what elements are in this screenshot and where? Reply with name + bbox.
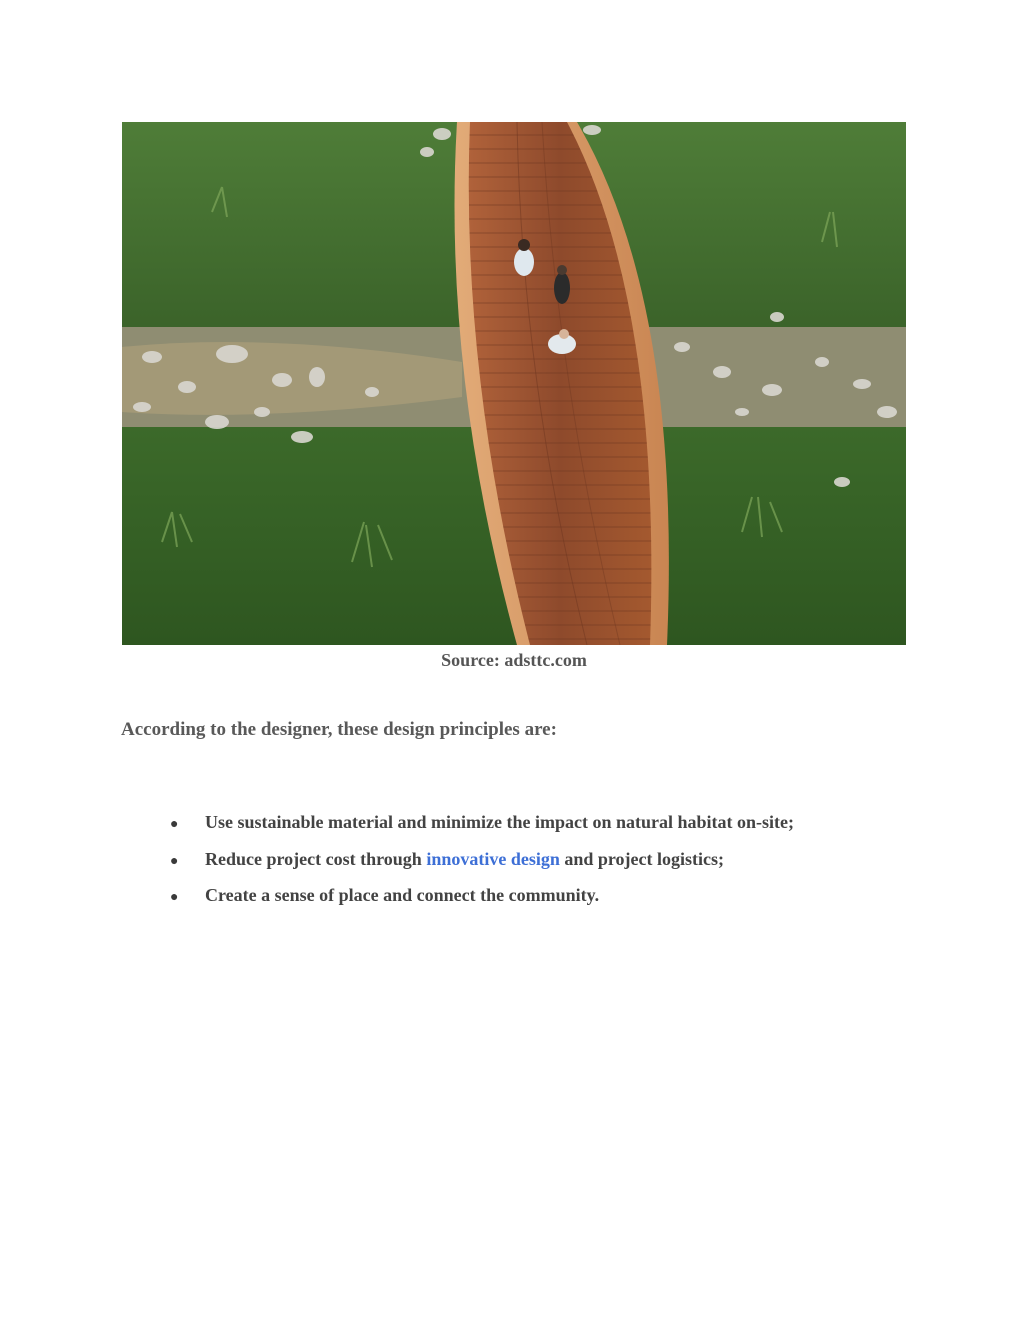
aerial-photo-wooden-bridge	[122, 122, 906, 645]
list-item-text: Create a sense of place and connect the community.	[205, 885, 600, 905]
list-item-text: Use sustainable material and minimize the impact on natural habitat on-site;	[205, 812, 794, 832]
design-principles-list	[170, 808, 794, 918]
list-item	[170, 881, 794, 918]
bullet-icon: ●	[170, 890, 179, 905]
bullet-icon: ●	[170, 817, 179, 832]
list-item-text: and project logistics;	[559, 848, 724, 869]
innovative-design-link[interactable]: innovative design	[426, 848, 560, 869]
bullet-icon: ●	[170, 853, 179, 869]
list-item	[170, 808, 794, 845]
list-item	[170, 845, 794, 882]
list-item-text: Reduce project cost through	[205, 848, 427, 869]
image-caption: Source: adsttc.com	[441, 650, 587, 670]
intro-paragraph: According to the designer, these design principles are:	[121, 719, 557, 740]
